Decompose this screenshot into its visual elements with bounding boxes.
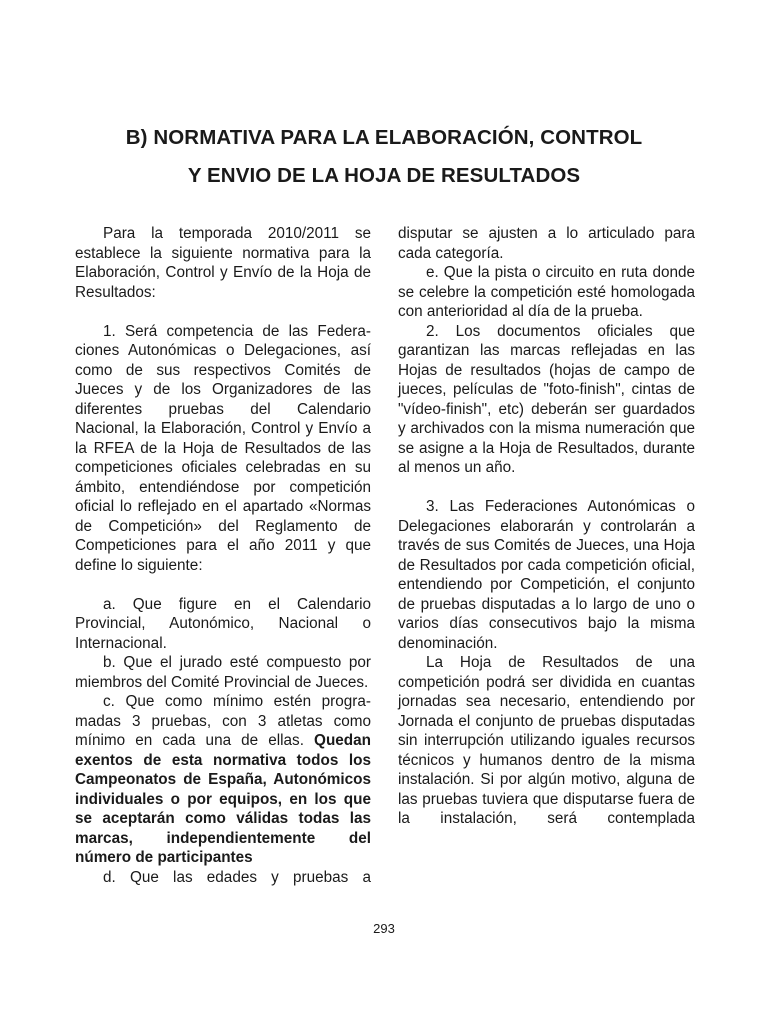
right-column bbox=[398, 224, 695, 829]
point-1-paragraph: 1. Será competencia de las Federaciones Autonómicas o Delegaciones, así como de sus respectivos Comités de Jueces y de los Organizadores de las diferentes pruebas del Calendario Nacional, la Elaboración, Control y Envío a la RFEA de la Hoja de Resultados de las competiciones oficiales celebradas en su ámbito, entendiéndose por competición oficial lo reflejado en el apartado «Normas de Competición» del Reglamento de Competiciones para el año 2011 y que define lo siguiente: bbox=[75, 322, 371, 574]
item-b-paragraph: b. Que el jurado esté compuesto por miembros del Comité Provincial de Jueces. bbox=[75, 654, 371, 691]
intro-paragraph: Para la temporada 2010/2011 se establece la siguiente normativa para la Elaboración, Control y Envío de la Hoja de Resultados: bbox=[75, 225, 371, 301]
hoja-paragraph: La Hoja de Resultados de una competición podrá ser dividida en cuantas jornadas sea necesario, entendiendo por Jornada el conjunto de pruebas disputadas sin interrupción utilizando iguales recursos técnicos y humanos dentro de la misma instalación. Si por algún motivo, alguna de las pruebas tuviera que disputarse fuera de la instalación, será contemplada bbox=[398, 654, 695, 827]
item-c-paragraph bbox=[75, 692, 371, 868]
item-d-start-paragraph: d. Que las edades y pruebas a bbox=[103, 868, 371, 886]
point-2-paragraph: 2. Los documentos oficiales que garantizan las marcas reflejadas en las Hojas de resultados (hojas de campo de jueces, películas de "foto-finish", cintas de "vídeo-finish", etc) deberán ser guardados y archivados con la misma numeración que se asigne a la Hoja de Resultados, durante al menos un año. bbox=[398, 322, 695, 476]
title-line-2: Y ENVIO DE LA HOJA DE RESULTADOS bbox=[187, 164, 581, 187]
item-e-paragraph: e. Que la pista o circuito en ruta donde se celebre la competición esté homologada con anterioridad al día de la prueba. bbox=[398, 264, 695, 320]
item-d-end-paragraph: disputar se ajusten a lo articulado para cada categoría. bbox=[398, 225, 695, 262]
item-a-paragraph: a. Que figure en el Calendario Provincial, Autonómico, Nacional o Internacional. bbox=[75, 595, 371, 652]
page-number: 293 bbox=[373, 921, 395, 936]
document-title bbox=[0, 119, 768, 195]
left-column bbox=[75, 224, 371, 887]
point-3-paragraph: 3. Las Federaciones Autonómicas o Delegaciones elaborarán y controlarán a través de sus Comités de Jueces, una Hoja de Resultados por cada competición oficial, entendiendo por Competición, el conjunto de pruebas disputadas a lo largo de uno o varios días consecutivos bajo la misma denominación. bbox=[398, 498, 695, 652]
item-c-text: c. Que como mínimo estén programadas 3 pruebas, con 3 atletas como mínimo en cada una de ellas. bbox=[75, 693, 371, 749]
title-line-1: B) NORMATIVA PARA LA ELABORACIÓN, CONTROL bbox=[125, 126, 643, 149]
item-c-bold-text: Quedan exentos de esta normativa todos los Campeonatos de España, Autonómicos individuales o por equipos, en los que se aceptarán como válidas todas las marcas, independientemente del número de participantes bbox=[75, 732, 371, 866]
